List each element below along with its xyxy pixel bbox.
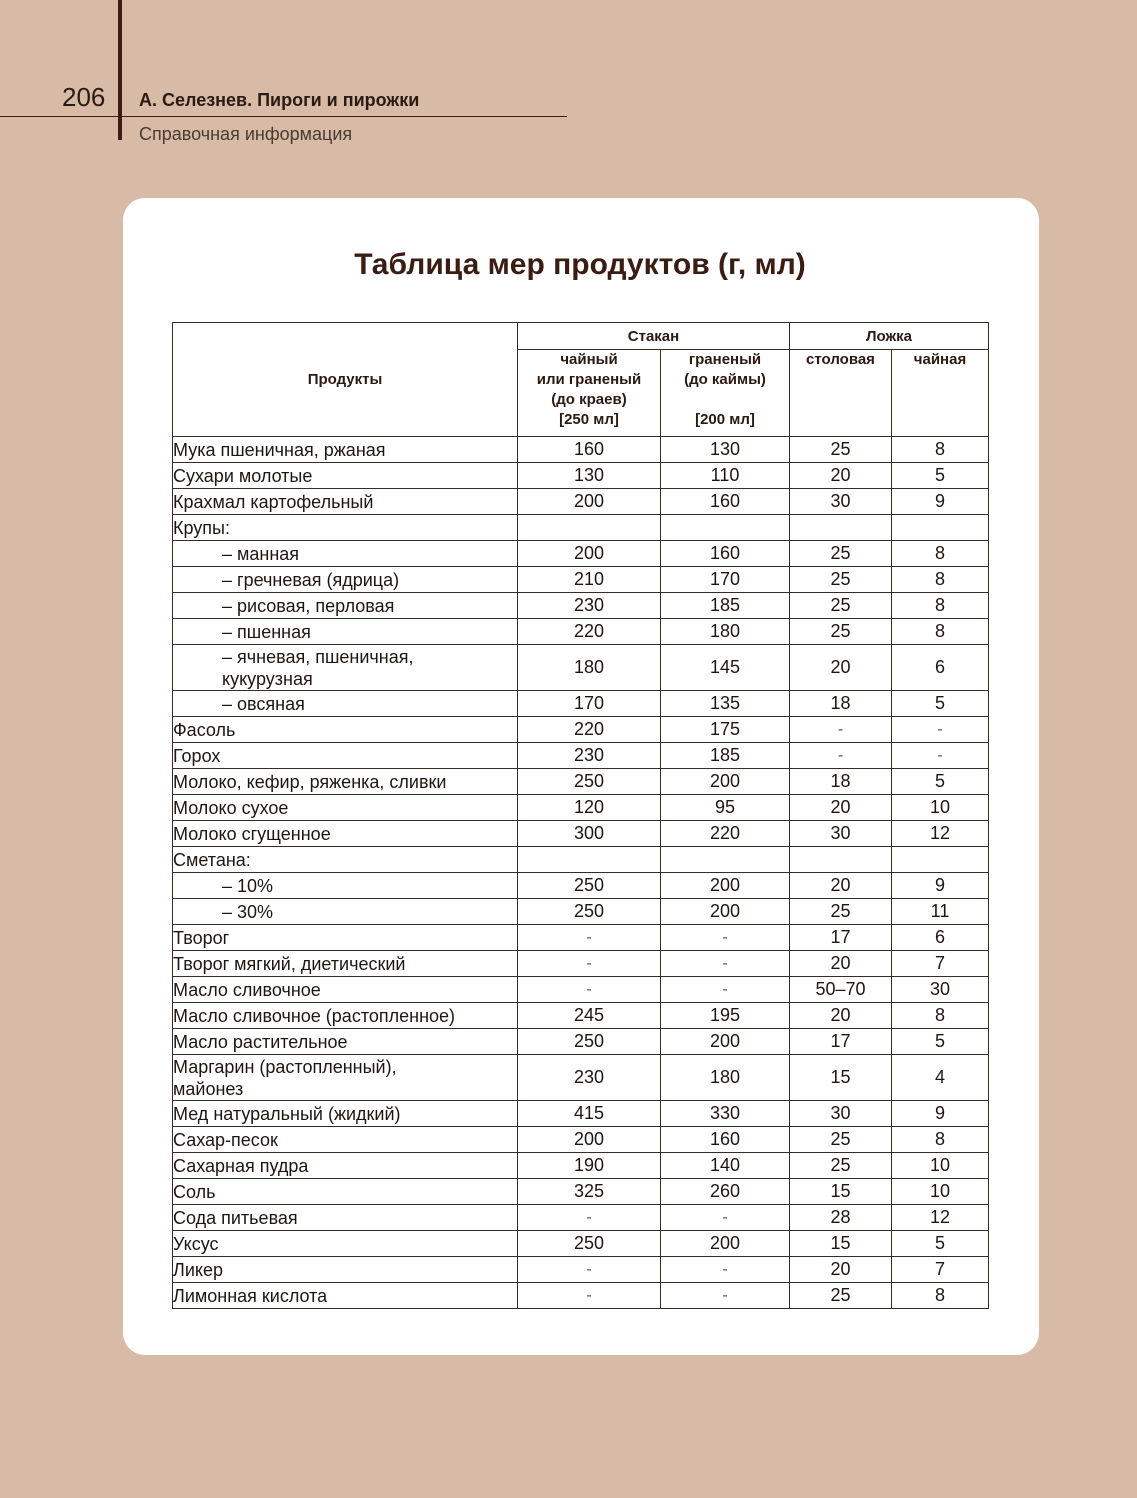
faceted-glass-value: 220 [661, 821, 790, 847]
product-name: Сахарная пудра [173, 1153, 518, 1179]
teaspoon-value: 5 [892, 1231, 989, 1257]
faceted-glass-value: - [661, 925, 790, 951]
tablespoon-value: 15 [790, 1055, 892, 1101]
table-row [173, 1205, 989, 1231]
teaspoon-value: 12 [892, 821, 989, 847]
product-name: Маргарин (растопленный), майонез [173, 1055, 518, 1101]
teaspoon-value: 6 [892, 925, 989, 951]
product-name: Творог [173, 925, 518, 951]
tea-glass-value: 230 [518, 593, 661, 619]
product-name: Творог мягкий, диетический [173, 951, 518, 977]
table-row [173, 1055, 989, 1101]
tea-glass-value: 120 [518, 795, 661, 821]
section-title: Справочная информация [139, 124, 353, 144]
header-products: Продукты [173, 323, 518, 437]
product-name: – 30% [173, 899, 518, 925]
table-row [173, 1153, 989, 1179]
product-name: Сахар-песок [173, 1127, 518, 1153]
header-faceted-glass: граненый (до каймы) [200 мл] [661, 350, 790, 437]
tablespoon-value: - [790, 743, 892, 769]
table-row [173, 925, 989, 951]
table-row [173, 1029, 989, 1055]
tea-glass-value: - [518, 925, 661, 951]
tea-glass-value [518, 847, 661, 873]
tablespoon-value: 25 [790, 1127, 892, 1153]
tea-glass-value: 220 [518, 619, 661, 645]
faceted-glass-value: 110 [661, 463, 790, 489]
faceted-glass-value: 135 [661, 691, 790, 717]
teaspoon-value: 5 [892, 691, 989, 717]
book-title: А. Селезнев. Пироги и пирожки [139, 90, 420, 110]
faceted-glass-value: - [661, 1205, 790, 1231]
table-row [173, 795, 989, 821]
tea-glass-value: 180 [518, 645, 661, 691]
teaspoon-value: 6 [892, 645, 989, 691]
tablespoon-value: 17 [790, 925, 892, 951]
tea-glass-value: 160 [518, 437, 661, 463]
tablespoon-value: 30 [790, 1101, 892, 1127]
faceted-glass-value: 200 [661, 873, 790, 899]
teaspoon-value [892, 847, 989, 873]
tablespoon-value: 20 [790, 795, 892, 821]
faceted-glass-value: 160 [661, 489, 790, 515]
table-row [173, 1283, 989, 1309]
table-row [173, 1127, 989, 1153]
tablespoon-value: 25 [790, 567, 892, 593]
tablespoon-value: 15 [790, 1231, 892, 1257]
tea-glass-value: 200 [518, 541, 661, 567]
tea-glass-value: - [518, 1283, 661, 1309]
tea-glass-value: 250 [518, 1231, 661, 1257]
tea-glass-value: 250 [518, 873, 661, 899]
teaspoon-value: 8 [892, 1127, 989, 1153]
table-row [173, 951, 989, 977]
teaspoon-value: 30 [892, 977, 989, 1003]
product-name: Лимонная кислота [173, 1283, 518, 1309]
table-row [173, 899, 989, 925]
tea-glass-value: 250 [518, 899, 661, 925]
teaspoon-value: 8 [892, 437, 989, 463]
tablespoon-value: 15 [790, 1179, 892, 1205]
table-row [173, 873, 989, 899]
faceted-glass-value: 145 [661, 645, 790, 691]
table-row [173, 743, 989, 769]
faceted-glass-value [661, 847, 790, 873]
table-row [173, 717, 989, 743]
table-row [173, 463, 989, 489]
product-name: Ликер [173, 1257, 518, 1283]
tablespoon-value: 30 [790, 821, 892, 847]
faceted-glass-value: 200 [661, 1029, 790, 1055]
tablespoon-value: 50–70 [790, 977, 892, 1003]
tablespoon-value: 17 [790, 1029, 892, 1055]
tea-glass-value: 200 [518, 489, 661, 515]
tablespoon-value: 25 [790, 619, 892, 645]
tablespoon-value: 20 [790, 1257, 892, 1283]
header-teaspoon: чайная [892, 350, 989, 437]
header-tea-glass: чайный или граненый (до краев) [250 мл] [518, 350, 661, 437]
teaspoon-value: 8 [892, 541, 989, 567]
product-name: Фасоль [173, 717, 518, 743]
product-name: Сметана: [173, 847, 518, 873]
tea-glass-value: - [518, 951, 661, 977]
faceted-glass-value: 180 [661, 1055, 790, 1101]
table-row [173, 1231, 989, 1257]
teaspoon-value: 9 [892, 1101, 989, 1127]
tablespoon-value: 30 [790, 489, 892, 515]
teaspoon-value: 5 [892, 463, 989, 489]
table-title: Таблица мер продуктов (г, мл) [354, 248, 806, 281]
faceted-glass-value: 175 [661, 717, 790, 743]
product-name: Горох [173, 743, 518, 769]
table-row [173, 769, 989, 795]
tea-glass-value: - [518, 1257, 661, 1283]
table-row [173, 645, 989, 691]
product-name: – гречневая (ядрица) [173, 567, 518, 593]
tea-glass-value: 250 [518, 1029, 661, 1055]
tablespoon-value: 20 [790, 645, 892, 691]
product-name: Сода питьевая [173, 1205, 518, 1231]
teaspoon-value: 8 [892, 567, 989, 593]
tea-glass-value: 220 [518, 717, 661, 743]
teaspoon-value [892, 515, 989, 541]
table-row [173, 437, 989, 463]
teaspoon-value: - [892, 717, 989, 743]
table-row [173, 489, 989, 515]
tea-glass-value: 130 [518, 463, 661, 489]
product-name: Крахмал картофельный [173, 489, 518, 515]
tea-glass-value: 170 [518, 691, 661, 717]
teaspoon-value: 5 [892, 769, 989, 795]
faceted-glass-value: 170 [661, 567, 790, 593]
tablespoon-value [790, 847, 892, 873]
tea-glass-value: 230 [518, 743, 661, 769]
product-name: Мука пшеничная, ржаная [173, 437, 518, 463]
measures-table [172, 322, 989, 1309]
product-name: Мед натуральный (жидкий) [173, 1101, 518, 1127]
teaspoon-value: 10 [892, 1179, 989, 1205]
teaspoon-value: 11 [892, 899, 989, 925]
product-name: Масло растительное [173, 1029, 518, 1055]
teaspoon-value: 8 [892, 593, 989, 619]
faceted-glass-value: - [661, 951, 790, 977]
faceted-glass-value: 95 [661, 795, 790, 821]
tea-glass-value: 230 [518, 1055, 661, 1101]
tea-glass-value: 200 [518, 1127, 661, 1153]
tea-glass-value: 325 [518, 1179, 661, 1205]
tablespoon-value: 20 [790, 463, 892, 489]
tablespoon-value: 25 [790, 1153, 892, 1179]
header-vertical-rule [118, 0, 122, 140]
product-name: – ячневая, пшеничная, кукурузная [173, 645, 518, 691]
tea-glass-value: 250 [518, 769, 661, 795]
product-name: – рисовая, перловая [173, 593, 518, 619]
tablespoon-value: 25 [790, 437, 892, 463]
table-row [173, 1257, 989, 1283]
teaspoon-value: 10 [892, 795, 989, 821]
tea-glass-value: 415 [518, 1101, 661, 1127]
faceted-glass-value: 330 [661, 1101, 790, 1127]
page-number: 206 [62, 82, 106, 112]
product-name: – овсяная [173, 691, 518, 717]
table-row [173, 619, 989, 645]
product-name: Масло сливочное (растопленное) [173, 1003, 518, 1029]
teaspoon-value: 8 [892, 1003, 989, 1029]
product-name: Уксус [173, 1231, 518, 1257]
teaspoon-value: 10 [892, 1153, 989, 1179]
table-row [173, 691, 989, 717]
product-name: – 10% [173, 873, 518, 899]
product-name: Молоко сухое [173, 795, 518, 821]
table-row [173, 567, 989, 593]
table-body [173, 437, 989, 1309]
table-row [173, 977, 989, 1003]
tablespoon-value: 25 [790, 899, 892, 925]
product-name: – пшенная [173, 619, 518, 645]
tea-glass-value: - [518, 977, 661, 1003]
faceted-glass-value: 130 [661, 437, 790, 463]
tea-glass-value: 245 [518, 1003, 661, 1029]
tea-glass-value: 210 [518, 567, 661, 593]
table-row [173, 1003, 989, 1029]
header-spoon: Ложка [790, 323, 989, 350]
teaspoon-value: 8 [892, 619, 989, 645]
faceted-glass-value: 200 [661, 899, 790, 925]
table-row [173, 821, 989, 847]
product-name: Молоко, кефир, ряженка, сливки [173, 769, 518, 795]
header-tablespoon: столовая [790, 350, 892, 437]
teaspoon-value: 7 [892, 1257, 989, 1283]
teaspoon-value: - [892, 743, 989, 769]
faceted-glass-value: 180 [661, 619, 790, 645]
tablespoon-value: 25 [790, 1283, 892, 1309]
tablespoon-value: 20 [790, 1003, 892, 1029]
product-name: Масло сливочное [173, 977, 518, 1003]
product-name: Крупы: [173, 515, 518, 541]
teaspoon-value: 7 [892, 951, 989, 977]
product-name: Сухари молотые [173, 463, 518, 489]
product-name: Молоко сгущенное [173, 821, 518, 847]
table-row [173, 541, 989, 567]
table-row [173, 593, 989, 619]
tablespoon-value: 25 [790, 593, 892, 619]
faceted-glass-value: 185 [661, 593, 790, 619]
tablespoon-value: 18 [790, 691, 892, 717]
tablespoon-value: 20 [790, 873, 892, 899]
header-horizontal-rule [0, 116, 567, 117]
table-row [173, 1179, 989, 1205]
faceted-glass-value: - [661, 1257, 790, 1283]
faceted-glass-value: 200 [661, 1231, 790, 1257]
tablespoon-value: - [790, 717, 892, 743]
tea-glass-value: 190 [518, 1153, 661, 1179]
teaspoon-value: 4 [892, 1055, 989, 1101]
table-row [173, 847, 989, 873]
tablespoon-value [790, 515, 892, 541]
faceted-glass-value: - [661, 1283, 790, 1309]
tablespoon-value: 20 [790, 951, 892, 977]
teaspoon-value: 9 [892, 873, 989, 899]
faceted-glass-value: 185 [661, 743, 790, 769]
faceted-glass-value: - [661, 977, 790, 1003]
table-row [173, 515, 989, 541]
product-name: Соль [173, 1179, 518, 1205]
header-glass: Стакан [518, 323, 790, 350]
table-row [173, 1101, 989, 1127]
tea-glass-value: 300 [518, 821, 661, 847]
product-name: – манная [173, 541, 518, 567]
tea-glass-value [518, 515, 661, 541]
faceted-glass-value: 140 [661, 1153, 790, 1179]
tablespoon-value: 28 [790, 1205, 892, 1231]
tablespoon-value: 18 [790, 769, 892, 795]
teaspoon-value: 12 [892, 1205, 989, 1231]
faceted-glass-value: 195 [661, 1003, 790, 1029]
faceted-glass-value: 160 [661, 541, 790, 567]
teaspoon-value: 9 [892, 489, 989, 515]
tablespoon-value: 25 [790, 541, 892, 567]
teaspoon-value: 8 [892, 1283, 989, 1309]
faceted-glass-value: 260 [661, 1179, 790, 1205]
teaspoon-value: 5 [892, 1029, 989, 1055]
faceted-glass-value: 200 [661, 769, 790, 795]
faceted-glass-value [661, 515, 790, 541]
faceted-glass-value: 160 [661, 1127, 790, 1153]
tea-glass-value: - [518, 1205, 661, 1231]
